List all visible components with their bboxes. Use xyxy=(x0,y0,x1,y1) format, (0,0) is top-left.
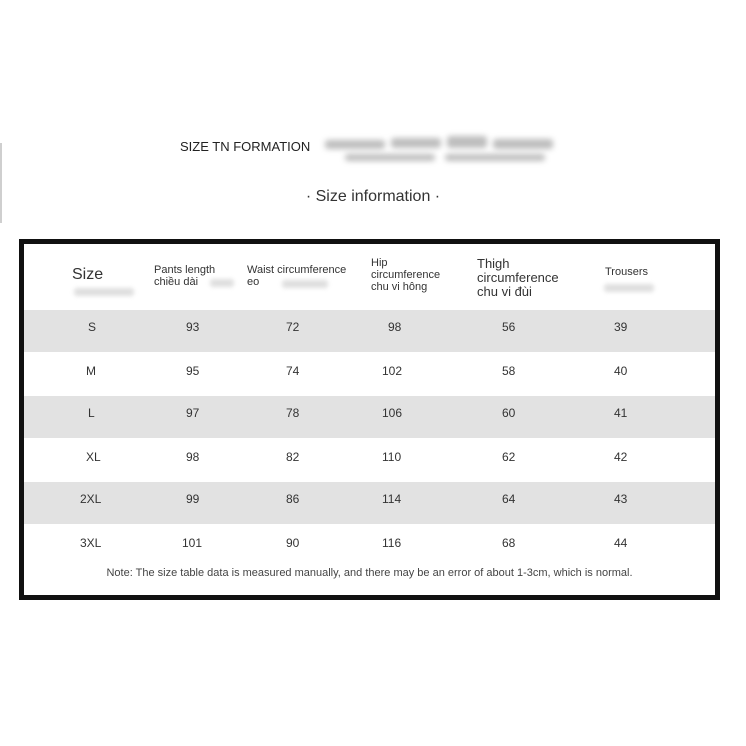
cell-waist: 82 xyxy=(286,450,300,464)
cell-size: L xyxy=(88,406,95,420)
top-title: SIZE TN FORMATION xyxy=(180,139,311,154)
cell-size: 3XL xyxy=(80,536,102,550)
cell-hip: 110 xyxy=(382,450,402,464)
cell-trousers: 41 xyxy=(614,406,628,420)
cell-trousers: 42 xyxy=(614,450,628,464)
cell-hip: 106 xyxy=(382,406,403,420)
table-row xyxy=(24,440,715,482)
table-row xyxy=(24,396,715,438)
column-header-hip: Hip circumference chu vi hông xyxy=(371,257,441,293)
cell-thigh: 56 xyxy=(502,320,516,334)
table-header-row xyxy=(24,244,715,310)
cell-pants-length: 97 xyxy=(186,406,200,420)
column-header-waist: Waist circumference eo xyxy=(247,264,347,288)
cell-pants-length: 99 xyxy=(186,492,200,506)
cell-thigh: 62 xyxy=(502,450,516,464)
cell-waist: 72 xyxy=(286,320,300,334)
cell-thigh: 68 xyxy=(502,536,516,550)
table-row xyxy=(24,482,715,524)
column-header-trousers: Trousers xyxy=(605,266,648,278)
table-row xyxy=(24,354,715,396)
cell-hip: 98 xyxy=(388,320,402,334)
cell-pants-length: 95 xyxy=(186,364,200,378)
cell-hip: 114 xyxy=(382,492,402,506)
column-header-size: Size xyxy=(72,266,104,283)
cell-waist: 74 xyxy=(286,364,300,378)
size-table xyxy=(19,239,720,600)
measurement-note: Note: The size table data is measured manually, and there may be an error of about 1-3cm, which is normal. xyxy=(106,567,633,579)
cell-thigh: 58 xyxy=(502,364,516,378)
cell-pants-length: 101 xyxy=(182,536,203,550)
table-row xyxy=(24,526,715,568)
cell-waist: 78 xyxy=(286,406,300,420)
size-information-heading: · Size information · xyxy=(305,188,441,205)
table-row xyxy=(24,310,715,352)
blurred-watermark-text xyxy=(325,136,555,166)
cell-thigh: 64 xyxy=(502,492,516,506)
cell-trousers: 40 xyxy=(614,364,628,378)
cell-thigh: 60 xyxy=(502,406,516,420)
cell-hip: 116 xyxy=(382,536,402,550)
cell-size: M xyxy=(86,364,96,378)
left-edge-divider xyxy=(0,143,2,223)
cell-hip: 102 xyxy=(382,364,403,378)
cell-size: S xyxy=(88,320,97,334)
cell-trousers: 39 xyxy=(614,320,628,334)
cell-pants-length: 93 xyxy=(186,320,200,334)
cell-trousers: 43 xyxy=(614,492,628,506)
column-header-thigh: Thigh circumference chu vi đùi xyxy=(477,256,559,299)
cell-waist: 86 xyxy=(286,492,300,506)
cell-size: 2XL xyxy=(80,492,102,506)
column-header-pants-length: Pants length chiều dài xyxy=(154,264,216,288)
cell-trousers: 44 xyxy=(614,536,628,550)
cell-pants-length: 98 xyxy=(186,450,200,464)
cell-waist: 90 xyxy=(286,536,300,550)
cell-size: XL xyxy=(86,450,101,464)
